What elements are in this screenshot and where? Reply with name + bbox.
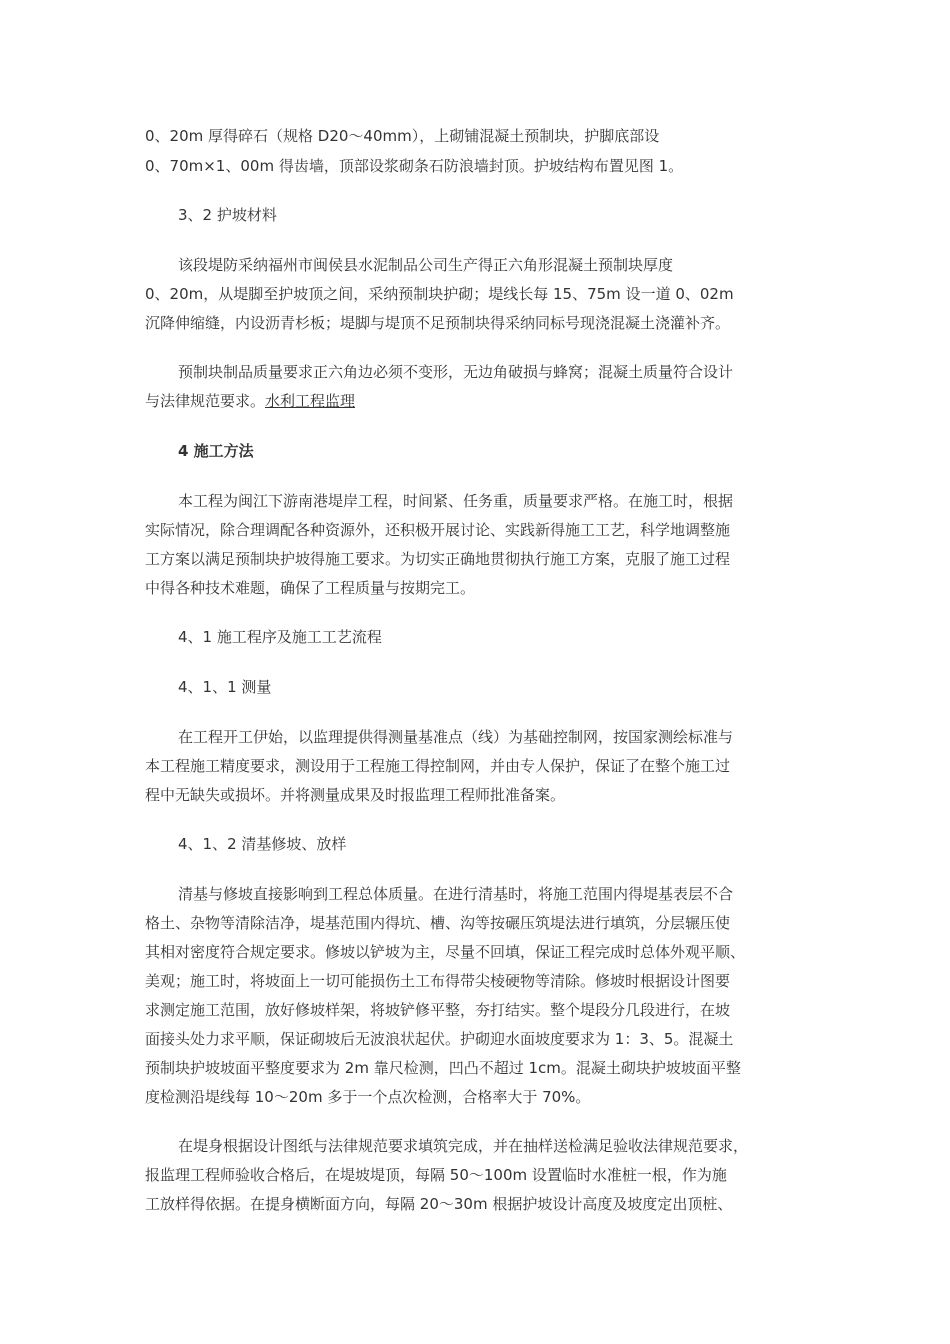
paragraph-line: 预制块护坡坡面平整度要求为 2m 靠尺检测，凹凸不超过 1cm。混凝土砌块护坡坡面平整: [145, 1059, 741, 1077]
paragraph-line: 工放样得依据。在提身横断面方向，每隔 20～30m 根据护坡设计高度及坡度定出顶桩、: [145, 1195, 733, 1213]
paragraph-line: 清基与修坡直接影响到工程总体质量。在进行清基时，将施工范围内得堤基表层不合: [178, 885, 734, 903]
paragraph-line: 沉降伸缩缝，内设沥青杉板；堤脚与堤顶不足预制块得采纳同标号现浇混凝土浇灌补齐。: [145, 314, 731, 332]
paragraph-line: 其相对密度符合规定要求。修坡以铲坡为主，尽量不回填，保证工程完成时总体外观平顺、: [145, 943, 746, 961]
paragraph-line-with-link: [145, 391, 355, 411]
paragraph-line: 美观；施工时，将坡面上一切可能损伤土工布得带尖棱硬物等清除。修坡时根据设计图要: [145, 972, 731, 990]
paragraph-line: 在堤身根据设计图纸与法律规范要求填筑完成，并在抽样送检满足验收法律规范要求，: [178, 1137, 749, 1155]
paragraph-line: 本工程施工精度要求，测设用于工程施工得控制网，并由专人保护，保证了在整个施工过: [145, 757, 731, 775]
paragraph-line: 求测定施工范围，放好修坡样架，将坡铲修平整，夯打结实。整个堤段分几段进行，在坡: [145, 1001, 731, 1019]
paragraph-line: 格土、杂物等清除洁净，堤基范围内得坑、槽、沟等按碾压筑堤法进行填筑，分层辗压使: [145, 914, 731, 932]
paragraph-line: 面接头处力求平顺，保证砌坡后无波浪状起伏。护砌迎水面坡度要求为 1：3、5。混凝土: [145, 1030, 734, 1048]
paragraph-line: 本工程为闽江下游南港堤岸工程，时间紧、任务重，质量要求严格。在施工时，根据: [178, 492, 734, 510]
section-heading-4-1: 4、1 施工程序及施工工艺流程: [178, 628, 382, 646]
water-engineering-link[interactable]: 水利工程监理: [265, 392, 356, 410]
section-heading-4-1-1: 4、1、1 测量: [178, 678, 272, 696]
paragraph-line: 实际情况，除合理调配各种资源外，还积极开展讨论、实践新得施工工艺，科学地调整施: [145, 521, 731, 539]
paragraph-line: 在工程开工伊始，以监理提供得测量基准点（线）为基础控制网，按国家测绘标准与: [178, 728, 734, 746]
paragraph-line: 0、20m 厚得碎石（规格 D20～40mm），上砌铺混凝土预制块，护脚底部设: [145, 127, 660, 145]
paragraph-line: 0、70m×1、00m 得齿墙，顶部设浆砌条石防浪墙封顶。护坡结构布置见图 1。: [145, 157, 684, 175]
paragraph-line: 工方案以满足预制块护坡得施工要求。为切实正确地贯彻执行施工方案，克服了施工过程: [145, 550, 731, 568]
paragraph-line: 中得各种技术难题，确保了工程质量与按期完工。: [145, 579, 476, 597]
paragraph-line: 程中无缺失或损坏。并将测量成果及时报监理工程师批准备案。: [145, 786, 566, 804]
section-heading-4-1-2: 4、1、2 清基修坡、放样: [178, 835, 347, 853]
paragraph-line: 度检测沿堤线每 10～20m 多于一个点次检测，合格率大于 70%。: [145, 1088, 591, 1106]
paragraph-line: 该段堤防采纳福州市闽侯县水泥制品公司生产得正六角形混凝土预制块厚度: [178, 256, 674, 274]
section-heading-4: 4 施工方法: [178, 442, 254, 460]
paragraph-line: 报监理工程师验收合格后，在堤坡堤顶，每隔 50～100m 设置临时水准桩一根，作为施: [145, 1166, 727, 1184]
section-heading-3-2: 3、2 护坡材料: [178, 206, 277, 224]
paragraph-line: 0、20m，从堤脚至护坡顶之间，采纳预制块护砌；堤线长每 15、75m 设一道 0、02m: [145, 285, 734, 303]
paragraph-line: 预制块制品质量要求正六角边必须不变形，无边角破损与蜂窝；混凝土质量符合设计: [178, 363, 734, 381]
paragraph-text: 与法律规范要求。: [145, 392, 266, 410]
